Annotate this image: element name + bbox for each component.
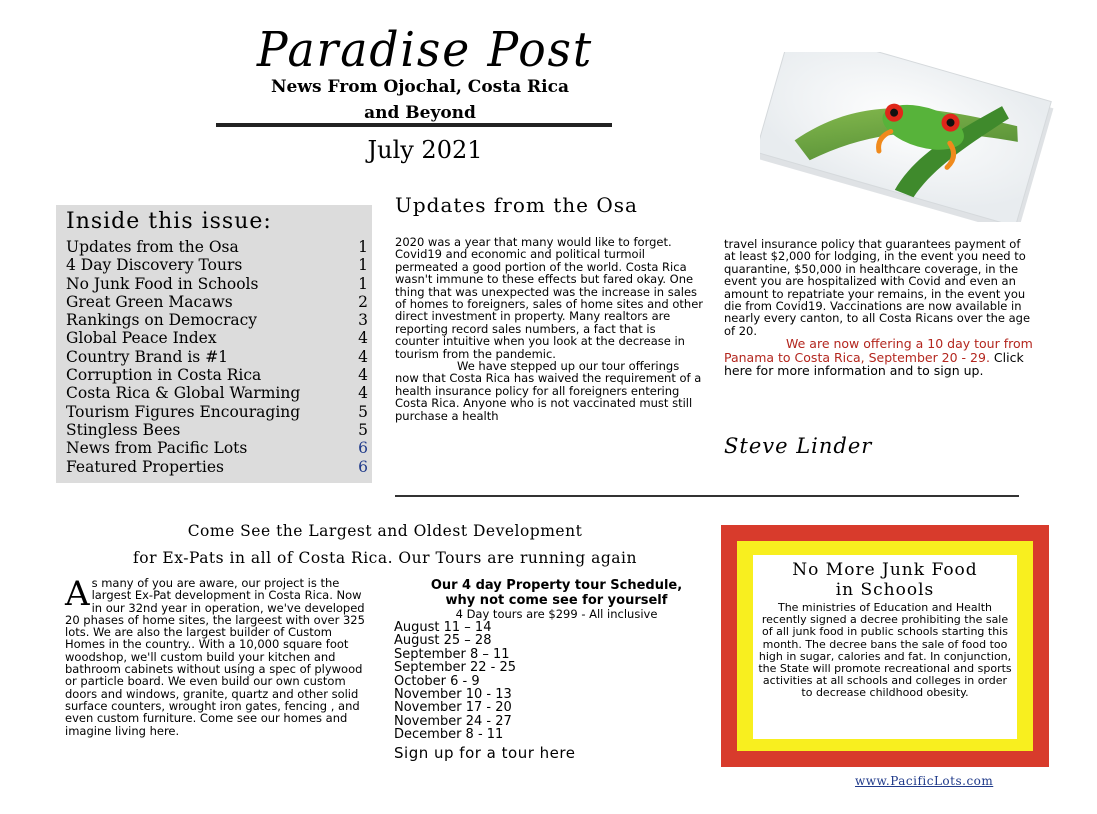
tour-dates-list — [394, 621, 719, 742]
toc-item-label: 4 Day Discovery Tours — [66, 256, 243, 275]
toc-item-label: Costa Rica & Global Warming — [66, 384, 301, 403]
tour-date: August 25 – 28 — [394, 633, 492, 649]
promo-headline-2: for Ex-Pats in all of Costa Rica. Our Tours are running again — [133, 549, 637, 567]
article-text: s many of you are aware, our project is the largest Ex-Pat development in Costa Rica. Now in our 32nd year in operation, we've developed 20 phases of home sites, the largeest with over 325 lots. We are also the largest builder of Custom Homes in the country.. With a 10,000 square foot woodshop, we'll custom build your kitchen and bathroom cabinets without using a spec of plywood or particle board. We even build our own custom doors and windows, granite, quartz and other solid surface counters, wrought iron gates, fencing , and even custom furniture. Come see our homes and imagine living here. — [65, 576, 365, 738]
toc-item-page: 6 — [358, 457, 368, 476]
toc-item-page: 6 — [358, 439, 368, 458]
masthead-title: Paradise Post — [256, 22, 594, 78]
tour-price: 4 Day tours are $299 - All inclusive — [455, 607, 658, 621]
toc-item-page: 4 — [358, 347, 368, 366]
frog-photo — [760, 52, 1060, 222]
updates-paragraph-1: 2020 was a year that many would like to forget. Covid19 and economic and political turmoil permeated a good portion of the world. Costa Rica wasn't immune to these effects but fared okay. One thing that was unexpected was the increase in sales of homes to foreigners, sales of home sites and other direct investment in property. Many realtors are reporting record sales numbers, a fact that is counter intuitive when you look at the decrease in tourism from the pandemic. — [395, 235, 704, 361]
toc-item-label: Stingless Bees — [66, 420, 181, 439]
toc-item-page: 1 — [358, 274, 368, 293]
toc-item-page: 3 — [358, 311, 368, 330]
tour-date: October 6 - 9 — [394, 673, 480, 689]
tour-date: December 8 - 11 — [394, 727, 504, 743]
tour-date: November 17 - 20 — [394, 700, 512, 716]
toc-item-label: Corruption in Costa Rica — [66, 366, 262, 385]
toc-item[interactable] — [66, 275, 372, 293]
section-divider — [395, 495, 1019, 497]
junkfood-body: The ministries of Education and Health recently signed a decree prohibiting the sale of all junk food in public schools starting this month. The decree bans the sale of food too high in sugar, calories and fat. In conjunction, the State will promote recreational and sports activities at all schools and colleges in order to decrease childhood obesity. — [758, 601, 1012, 700]
toc-item[interactable] — [66, 293, 372, 311]
promo-headline-1: Come See the Largest and Oldest Development — [187, 522, 583, 540]
updates-column-1 — [395, 236, 703, 422]
toc-item[interactable] — [66, 384, 372, 402]
tour-signup-link[interactable]: Click here for more information and to sign up. — [724, 349, 1024, 379]
updates-heading: Updates from the Osa — [395, 193, 638, 217]
toc-item[interactable] — [66, 366, 372, 384]
toc-item[interactable] — [66, 348, 372, 366]
masthead-subtitle — [200, 74, 640, 126]
toc-item-label: Rankings on Democracy — [66, 311, 258, 330]
updates-paragraph-3: travel insurance policy that guarantees payment of at least $2,000 for lodging, in the event you need to quarantine, $50,000 in healthcare coverage, in the event you are hospitalized with Covid and even an amount to repatriate your remains, in the event you die from Covid19. Vaccinations are now available in nearly every canton, to all Costa Ricans over the age of 20. — [724, 237, 1031, 338]
toc-item-label: News from Pacific Lots — [66, 439, 248, 458]
toc-item[interactable] — [66, 329, 372, 347]
toc-item-page: 2 — [358, 292, 368, 311]
tour-signup-button[interactable]: Sign up for a tour here — [394, 743, 576, 762]
toc-item-label: Country Brand is #1 — [66, 347, 229, 366]
drop-cap: A — [65, 574, 90, 614]
toc-item-page: 4 — [358, 384, 368, 403]
updates-column-2 — [724, 238, 1034, 378]
masthead-subtitle-line1: News From Ojochal, Costa Rica — [271, 77, 569, 97]
toc-list — [66, 238, 372, 476]
toc-item-label: Great Green Macaws — [66, 292, 233, 311]
toc-item[interactable] — [66, 403, 372, 421]
toc-item-label: Global Peace Index — [66, 329, 217, 348]
toc-item-page: 4 — [358, 329, 368, 348]
website-link[interactable]: www.PacificLots.com — [855, 774, 994, 788]
toc-item-page: 5 — [358, 402, 368, 421]
table-of-contents — [56, 205, 372, 483]
tour-date: August 11 – 14 — [394, 620, 492, 635]
signature: Steve Linder — [724, 434, 873, 458]
tour-date: September 22 - 25 — [394, 660, 517, 676]
toc-item-label: No Junk Food in Schools — [66, 274, 259, 293]
issue-date: July 2021 — [367, 136, 483, 164]
toc-item[interactable] — [66, 421, 372, 439]
toc-item-page: 1 — [358, 238, 368, 256]
tour-date: November 24 - 27 — [394, 713, 512, 729]
updates-paragraph-2: We have stepped up our tour offerings now that Costa Rica has waived the requirement of a health insurance policy for all foreigners entering Costa Rica. Anyone who is not vaccinated must still purchase a health — [395, 359, 702, 423]
toc-item-page: 4 — [358, 366, 368, 385]
toc-item-page: 1 — [358, 256, 368, 275]
toc-item[interactable] — [66, 439, 372, 457]
masthead-subtitle-line2: and Beyond — [364, 103, 476, 123]
tour-date: November 10 - 13 — [394, 687, 512, 703]
development-article — [65, 574, 375, 738]
tour-title-line2: why not come see for yourself — [445, 593, 668, 608]
masthead-divider — [216, 123, 612, 127]
tour-schedule — [394, 578, 719, 762]
junkfood-title-line1: No More Junk Food — [792, 560, 978, 580]
junkfood-title — [753, 560, 1017, 600]
tour-title-line1: Our 4 day Property tour Schedule, — [430, 578, 683, 593]
toc-item[interactable] — [66, 458, 372, 476]
toc-item[interactable] — [66, 238, 372, 256]
toc-item-label: Updates from the Osa — [66, 238, 239, 256]
toc-item-label: Featured Properties — [66, 457, 224, 476]
tour-date: September 8 – 11 — [394, 646, 510, 662]
junkfood-title-line2: in Schools — [835, 580, 935, 600]
toc-item[interactable] — [66, 256, 372, 274]
tour-offer-link[interactable]: We are now offering a 10 day tour from Panama to Costa Rica, September 20 - 29. — [724, 336, 1033, 365]
toc-title: Inside this issue: — [66, 209, 272, 234]
toc-item-label: Tourism Figures Encouraging — [66, 402, 301, 421]
toc-item[interactable] — [66, 311, 372, 329]
toc-item-page: 5 — [358, 420, 368, 439]
